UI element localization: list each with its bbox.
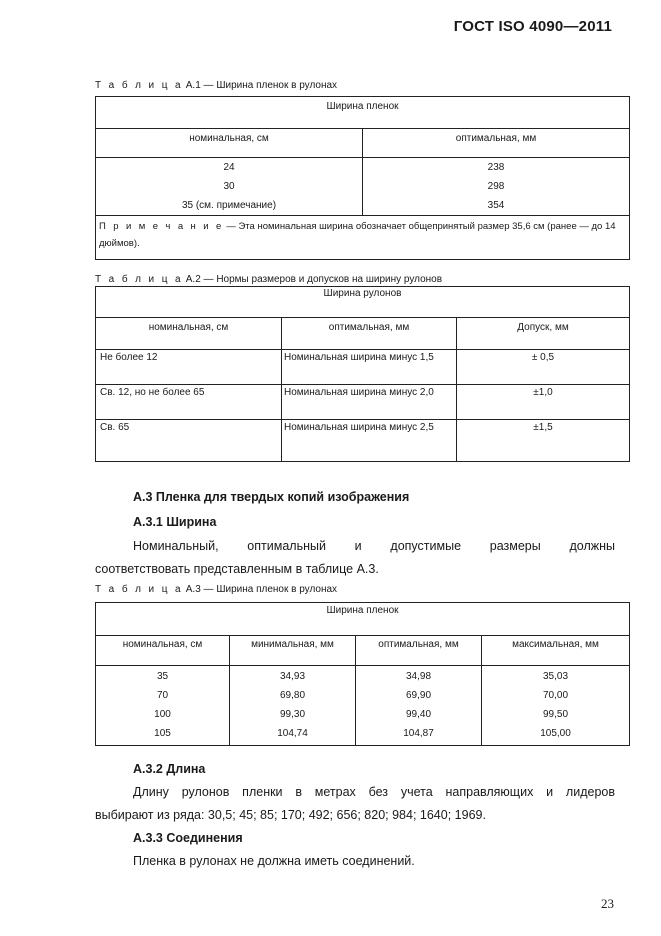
table3-group-header: Ширина пленок — [96, 603, 630, 636]
table2-cell: ±1,5 — [457, 420, 630, 462]
table-cell-value: 105 — [154, 728, 171, 739]
table2-cell: Не более 12 — [96, 350, 282, 385]
table1-caption-prefix: Т а б л и ц а — [95, 80, 183, 91]
table-cell-value: 354 — [487, 200, 505, 211]
table3 — [95, 602, 630, 746]
table2-col-header: номинальная, см — [96, 318, 282, 350]
table-cell-value: 70 — [156, 690, 169, 701]
document-code: ГОСТ ISO 4090—2011 — [453, 18, 612, 35]
table2-caption — [95, 274, 442, 285]
table2 — [95, 286, 630, 462]
table2-col-header: оптимальная, мм — [282, 318, 457, 350]
paragraph-line: Пленка в рулонах не должна иметь соединений. — [133, 854, 415, 868]
subsection-heading: А.3.3 Соединения — [133, 831, 243, 845]
table-cell-value: 34,98 — [405, 671, 432, 682]
table2-cell: ± 0,5 — [457, 350, 630, 385]
paragraph-line: выбирают из ряда: 30,5; 45; 85; 170; 492; 656; 820; 984; 1640; 1969. — [95, 808, 486, 822]
table-cell-value: 34,93 — [279, 671, 306, 682]
table-cell-value: 99,50 — [542, 709, 569, 720]
paragraph-line: Длину рулонов пленки в метрах без учета направляющих и лидеров — [133, 785, 615, 799]
table-cell-value: 100 — [154, 709, 171, 720]
paragraph-line: соответствовать представленным в таблице А.3. — [95, 562, 379, 576]
table3-col-header: номинальная, см — [96, 636, 230, 666]
subsection-heading: А.3.1 Ширина — [133, 515, 217, 529]
table1-optimal-cell — [363, 158, 630, 216]
table-cell-value: 35,03 — [542, 671, 569, 682]
table3-caption-prefix: Т а б л и ц а — [95, 584, 183, 595]
table-cell-value: 35 (см. примечание) — [181, 200, 277, 211]
table2-cell: Номинальная ширина минус 2,5 — [282, 420, 457, 462]
table3-col-header: оптимальная, мм — [356, 636, 482, 666]
table1-nominal-cell — [96, 158, 363, 216]
table-cell-value: 298 — [487, 181, 505, 192]
table-cell-value: 69,90 — [405, 690, 432, 701]
table-cell-value: 70,00 — [542, 690, 569, 701]
table-row — [96, 350, 630, 385]
table-row — [96, 385, 630, 420]
table1-note — [96, 216, 630, 260]
table-row — [96, 420, 630, 462]
table1 — [95, 96, 630, 260]
table-cell-value: 104,74 — [277, 728, 308, 739]
table2-group-header: Ширина рулонов — [96, 287, 630, 318]
table1-caption — [95, 80, 337, 91]
table3-col-header: максимальная, мм — [482, 636, 630, 666]
table2-cell: Св. 65 — [96, 420, 282, 462]
table3-nominal-cell — [96, 666, 230, 746]
table1-caption-text: А.1 — Ширина пленок в рулонах — [185, 80, 338, 91]
table3-maximal-cell — [482, 666, 630, 746]
table2-caption-text: А.2 — Нормы размеров и допусков на ширину рулонов — [185, 274, 443, 285]
table3-caption — [95, 584, 337, 595]
table3-caption-text: А.3 — Ширина пленок в рулонах — [185, 584, 338, 595]
table-cell-value: 105,00 — [540, 728, 571, 739]
table-cell-value: 30 — [223, 181, 235, 192]
table3-minimal-cell — [230, 666, 356, 746]
table3-col-header: минимальная, мм — [230, 636, 356, 666]
table2-cell: Номинальная ширина минус 1,5 — [282, 350, 457, 385]
table1-note-prefix: П р и м е ч а н и е — [99, 221, 224, 232]
table-cell-value: 35 — [156, 671, 169, 682]
table-cell-value: 104,87 — [403, 728, 434, 739]
table-cell-value: 99,40 — [405, 709, 432, 720]
table2-cell: Номинальная ширина минус 2,0 — [282, 385, 457, 420]
page-number: 23 — [601, 896, 614, 911]
table3-optimal-cell — [356, 666, 482, 746]
table1-note-text: — Эта номинальная ширина обозначает общепринятый размер 35,6 см (ранее — до 14 дюймов). — [99, 221, 616, 249]
table-cell-value: 238 — [487, 162, 505, 173]
paragraph-line: Номинальный, оптимальный и допустимые размеры должны — [133, 539, 615, 553]
table2-col-header: Допуск, мм — [457, 318, 630, 350]
table-cell-value: 69,80 — [279, 690, 306, 701]
section-heading: А.3 Пленка для твердых копий изображения — [133, 490, 410, 504]
table2-cell: Св. 12, но не более 65 — [96, 385, 282, 420]
table1-group-header: Ширина пленок — [96, 97, 630, 129]
table1-col-header: оптимальная, мм — [363, 129, 630, 158]
table2-cell: ±1,0 — [457, 385, 630, 420]
table-cell-value: 99,30 — [279, 709, 306, 720]
subsection-heading: А.3.2 Длина — [133, 762, 206, 776]
table-cell-value: 24 — [223, 162, 235, 173]
table1-col-header: номинальная, см — [96, 129, 363, 158]
table2-caption-prefix: Т а б л и ц а — [95, 274, 183, 285]
